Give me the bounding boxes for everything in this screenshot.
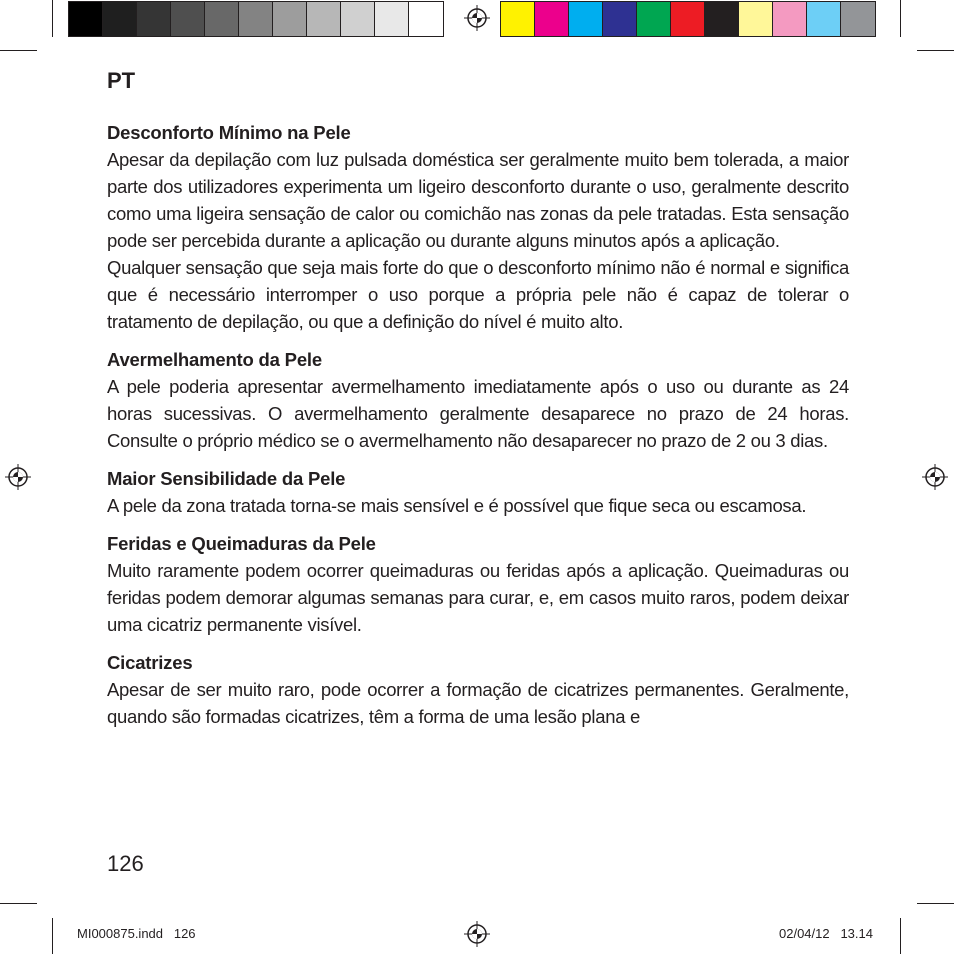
color-swatch [603, 2, 637, 36]
crop-mark [900, 0, 901, 37]
section-heading: Maior Sensibilidade da Pele [107, 468, 346, 489]
registration-mark-icon [922, 464, 948, 490]
color-swatch [137, 2, 171, 36]
color-swatch [807, 2, 841, 36]
paragraph: Apesar de ser muito raro, pode ocorrer a formação de cicatrizes permanentes. Geralmente, quando são formadas cicatrizes, têm a forma de uma lesão plana e [107, 679, 849, 727]
language-label: PT [107, 68, 136, 93]
color-swatch [341, 2, 375, 36]
color-swatch [569, 2, 603, 36]
section-heading: Feridas e Queimaduras da Pele [107, 533, 376, 554]
section-wounds-burns [107, 530, 849, 638]
paragraph: Apesar da depilação com luz pulsada doméstica ser geralmente muito bem tolerada, a maior parte dos utilizadores experimenta um ligeiro desconforto durante o uso, geralmente descrito como uma ligeira sensação de calor ou comichão nas zonas da pele tratadas. Esta sensação pode ser percebida durante a aplicação ou durante alguns minutos após a aplicação. [107, 149, 849, 251]
slug-file-info: MI000875.indd 126 [77, 926, 196, 941]
registration-mark-icon [5, 464, 31, 490]
crop-mark [900, 918, 901, 954]
color-swatch [375, 2, 409, 36]
section-heading: Avermelhamento da Pele [107, 349, 322, 370]
section-heading: Cicatrizes [107, 652, 193, 673]
document-body [107, 119, 849, 741]
slug-datetime: 02/04/12 13.14 [779, 926, 873, 941]
page-number: 126 [107, 851, 144, 876]
color-swatch [739, 2, 773, 36]
color-swatch [171, 2, 205, 36]
section-sensitivity [107, 465, 849, 519]
section-redness [107, 346, 849, 454]
color-swatch [705, 2, 739, 36]
section-heading: Desconforto Mínimo na Pele [107, 122, 351, 143]
registration-mark-icon [464, 5, 490, 31]
crop-mark [917, 50, 954, 51]
color-swatch [103, 2, 137, 36]
crop-mark [917, 903, 954, 904]
color-swatch [535, 2, 569, 36]
color-swatch [409, 2, 443, 36]
color-swatch [239, 2, 273, 36]
cmyk-color-bar [500, 1, 876, 37]
color-swatch [773, 2, 807, 36]
section-scars [107, 649, 849, 730]
color-swatch [501, 2, 535, 36]
color-swatch [307, 2, 341, 36]
color-swatch [671, 2, 705, 36]
crop-mark [52, 0, 53, 37]
color-swatch [637, 2, 671, 36]
paragraph: A pele da zona tratada torna-se mais sensível e é possível que fique seca ou escamosa. [107, 495, 807, 516]
crop-mark [52, 918, 53, 954]
color-swatch [69, 2, 103, 36]
color-swatch [273, 2, 307, 36]
crop-mark [0, 50, 37, 51]
color-swatch [841, 2, 875, 36]
registration-mark-icon [464, 921, 490, 947]
paragraph: A pele poderia apresentar avermelhamento imediatamente após o uso ou durante as 24 horas sucessivas. O avermelhamento geralmente desaparece no prazo de 24 horas. Consulte o próprio médico se o avermelhamento não desaparecer no prazo de 2 ou 3 dias. [107, 376, 849, 451]
section-minimal-discomfort [107, 119, 849, 335]
paragraph: Muito raramente podem ocorrer queimaduras ou feridas após a aplicação. Queimaduras ou feridas podem demorar algumas semanas para curar, e, em casos muito raros, podem deixar uma cicatriz permanente visível. [107, 560, 849, 635]
grayscale-color-bar [68, 1, 444, 37]
paragraph: Qualquer sensação que seja mais forte do que o desconforto mínimo não é normal e significa que é necessário interromper o uso porque a própria pele não é capaz de tolerar o tratamento de depilação, ou que a definição do nível é muito alto. [107, 257, 849, 332]
color-swatch [205, 2, 239, 36]
crop-mark [0, 903, 37, 904]
